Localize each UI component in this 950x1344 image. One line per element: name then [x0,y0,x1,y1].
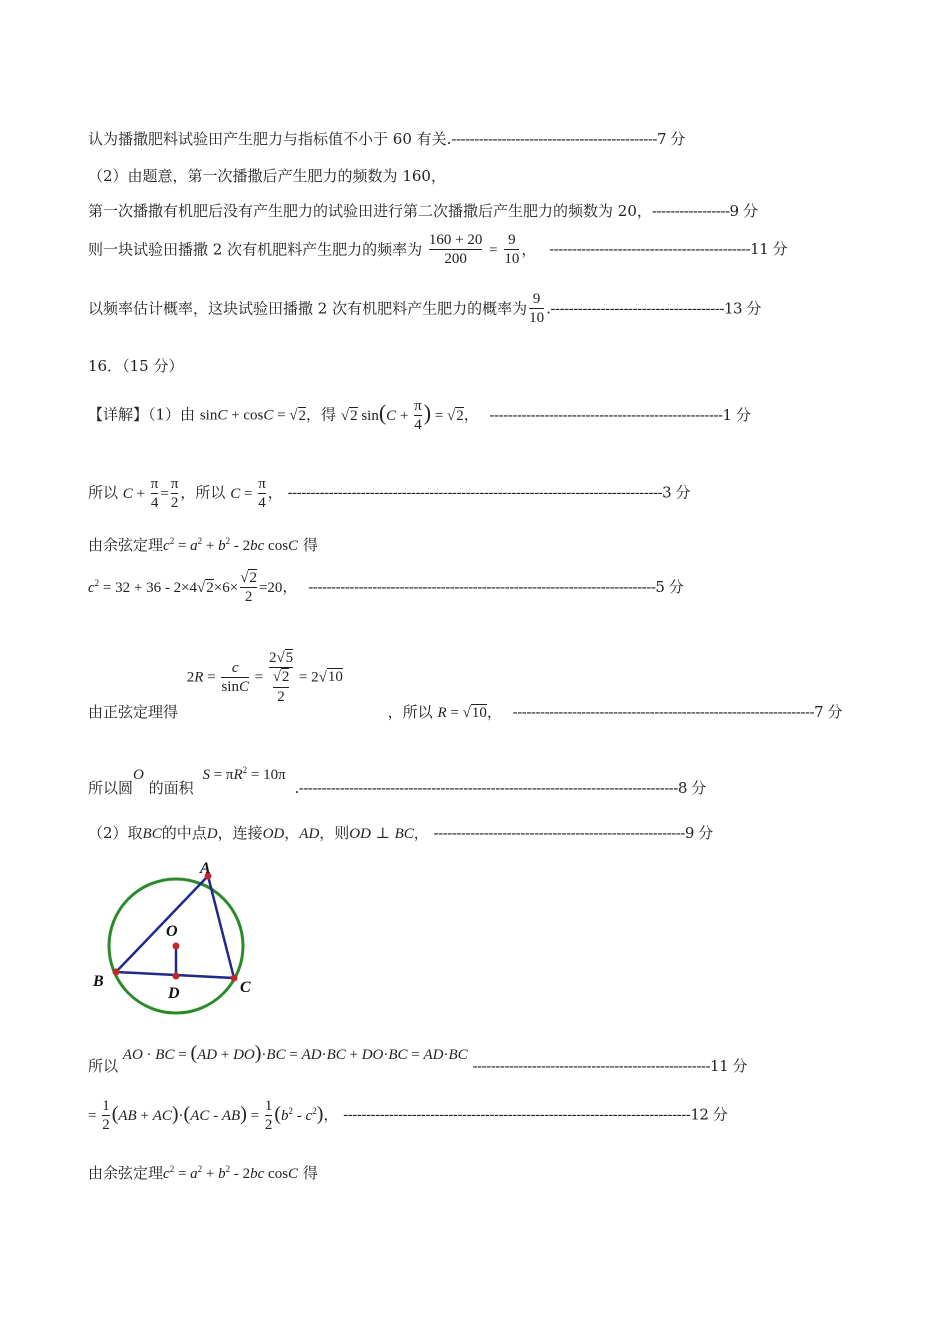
formula: R = √10 [437,705,487,722]
text-line-13: （2）取BC的中点D，连接OD，AD，则OD ⊥ BC， -------------------------------------------------------9 分 [88,824,713,842]
score-marker: ---------------------------------------------7 分 [451,130,685,148]
fraction: $\frac{9}{10}$ [529,291,545,327]
circle-triangle-figure [88,860,263,1020]
point-d [173,973,180,980]
label-a: A [200,860,211,877]
text-line-8: 所以 C + $\frac{\pi}{4}$ = $\frac{\pi}{2}$ ，所以 C = $\frac{\pi}{4}$ ， ----------------------------------------------------------------------------------3 分 [88,476,690,512]
label-b: B [93,973,104,990]
formula: 2R = $\frac{c}{\sin C}$ = $\frac{2√5}{\frac{√2}{2}}$ = 2√10 [186,650,343,705]
score-marker: .--------------------------------------13 分 [546,299,761,318]
score-marker: .-----------------------------------------------------------------------------------8 分 [294,779,706,797]
text-line-2: （2）由题意，第一次播撒后产生肥力的频数为 160， [88,167,446,185]
text-line-12: 所以圆O 的面积 $S = \pi R^2 = 10\pi$ .-----------------------------------------------------------------------------------8 分 [88,765,706,797]
text-line-3: 第一次播撒有机肥后没有产生肥力的试验田进行第二次播撒后产生肥力的频数为 20，-----------------9 分 [88,202,758,220]
text-line-14: 所以 AO · BC = (AD + DO)·BC = AD·BC + DO·BC = AD·BC ----------------------------------------------------11 分 [88,1042,747,1075]
formula: $c^2 = 32 + 36 - 2\times 4√2\times 6\times$ $\frac{√2}{2}$ =20 [88,570,283,606]
score-marker: --------------------------------------------11 分 [549,240,788,259]
text-line-16: 由余弦定理$c^2 = a^2 + b^2 - 2bc$ cosC 得 [88,1164,318,1182]
label-o: O [166,923,178,940]
formula: C = $\frac{\pi}{4}$ [230,476,266,512]
score-marker: ---------------------------------------------------1 分 [489,405,751,424]
text-line-7: 【详解】（1）由 sinC + cosC = √2，得 √2 sin(C + $\frac{\pi}{4}$ ) = √2， ---------------------------------------------------1 分 [88,398,751,434]
point-o [173,943,180,950]
score-marker: ----------------------------------------------------11 分 [472,1057,747,1075]
formula: $c^2 = a^2 + b^2 - 2bc$ cosC [163,536,299,554]
formula: √2 sin(C + $\frac{\pi}{4}$ ) = √2 [340,398,464,434]
score-marker: ------------------------------------------------------------------7 分 [512,703,842,722]
score-marker: ----------------------------------------------------------------------------12 分 [343,1105,728,1124]
text-line-15: = $\frac{1}{2}$ (AB + AC)·(AC - AB) = $\frac{1}{2}$ $(b^2 - c^2)$， ----------------------------------------------------------------------------12 分 [88,1098,728,1134]
formula: = $\frac{1}{2}$ (AB + AC)·(AC - AB) = $\frac{1}{2}$ $(b^2 - c^2)$ [88,1098,324,1134]
problem-number: 16．（15 分） [88,357,184,375]
score-marker: ----------------------------------------------------------------------------------3 分 [287,483,690,502]
score-marker: ----------------------------------------------------------------------------5 分 [308,577,684,596]
text-line-10: $c^2 = 32 + 36 - 2\times 4√2\times 6\times$ $\frac{√2}{2}$ =20， ----------------------------------------------------------------------------5 分 [88,570,684,606]
point-c [231,975,238,982]
text-line-9: 由余弦定理$c^2 = a^2 + b^2 - 2bc$ cosC 得 [88,536,318,554]
formula: $c^2 = a^2 + b^2 - 2bc$ cosC [163,1164,299,1182]
score-marker: -----------------9 分 [651,202,758,220]
text-line-11: 由正弦定理得 2R = $\frac{c}{\sin C}$ = $\frac{2√5}{\frac{√2}{2}}$ = 2√10 ，所以 R = √10， ------------------------------------------------------------------7 分 [88,650,842,722]
fraction: $\frac{160 + 20}{200}$ [428,232,483,268]
label-c: C [240,979,251,996]
text-line-1: 认为播撒肥料试验田产生肥力与指标值不小于 60 有关.---------------------------------------------7 分 [88,130,685,148]
text-line-5: 以频率估计概率，这块试验田播撒 2 次有机肥料产生肥力的概率为 $\frac{9}{10}$ .--------------------------------------13 分 [88,291,761,327]
formula: sinC + cosC = √2 [199,407,307,424]
formula: C + $\frac{\pi}{4}$ = $\frac{\pi}{2}$ [122,476,179,512]
formula: $S = \pi R^2 = 10\pi$ [202,765,286,783]
score-marker: -------------------------------------------------------9 分 [433,824,713,842]
text-line-4: 则一块试验田播撒 2 次有机肥料产生肥力的频率为 $\frac{160 + 20}{200}$ = $\frac{9}{10}$ ， --------------------------------------------11 分 [88,232,788,268]
formula: AO · BC = (AD + DO)·BC = AD·BC + DO·BC = AD·BC [122,1042,468,1064]
label-d: D [168,985,180,1002]
fraction: $\frac{9}{10}$ [504,232,520,268]
point-b [113,969,120,976]
